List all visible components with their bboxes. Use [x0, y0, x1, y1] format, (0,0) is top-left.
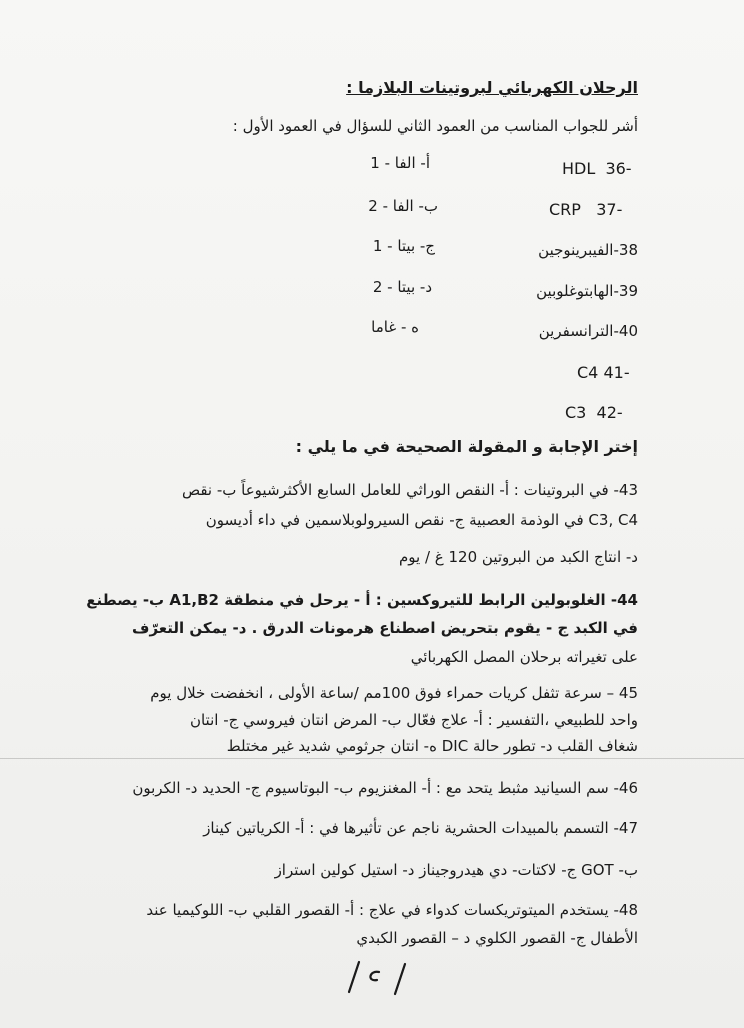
q47-line-2: ب- GOT ج- لاكتات- دي هيدروجيناز د- استيل كولين استراز — [274, 861, 638, 879]
q45-line-1: 45 – سرعة تثفل كريات حمراء فوق 100مم /ساعة الأولى ، انخفضت خلال يوم — [150, 684, 638, 702]
answer-d: د- بيتا - 2 — [372, 278, 432, 296]
question-37: CRP 37- — [549, 200, 623, 219]
q44-line-2: في الكبد ج - يقوم بتحريض اصطناع هرمونات الدرق . د- يمكن التعرّف — [132, 619, 638, 637]
question-38: 38-الفيبرينوجين — [538, 241, 638, 259]
q46-line: 46- سم السيانيد مثبط يتحد مع : أ- المغنزيوم ب- البوتاسيوم ج- الحديد د- الكربون — [132, 779, 638, 797]
q44-line-1: 44- الغلوبولين الرابط للتيروكسين : أ - يرحل في منطقة A1,B2 ب- يصطنع — [86, 591, 638, 609]
q43-line-3: د- انتاج الكبد من البروتين 120 غ / يوم — [398, 548, 638, 566]
q43-line-1: 43- في البروتينات : أ- النقص الوراثي للعامل السابع الأكثرشيوعاً ب- نقص — [181, 481, 638, 499]
q44-line-3: على تغيراته برحلان المصل الكهربائي — [410, 648, 638, 666]
question-41: C4 41- — [577, 363, 630, 382]
q47-line-1: 47- التسمم بالمبيدات الحشرية ناجم عن تأثيرها في : أ- الكرياتين كيناز — [203, 819, 638, 837]
question-40: 40-الترانسفرين — [538, 322, 638, 340]
page-number-handwritten — [345, 958, 415, 998]
matching-instruction: أشر للجواب المناسب من العمود الثاني للسؤال في العمود الأول : — [232, 117, 638, 135]
q48-line-2: الأطفال ج- القصور الكلوي د – القصور الكبدي — [356, 929, 638, 947]
answer-e: ه - غاما — [371, 318, 419, 336]
page-fold-line — [0, 758, 744, 759]
answer-b: ب- الفا - 2 — [368, 197, 438, 215]
q45-line-2: واحد للطبيعي ،التفسير : أ- علاج فعّال ب- المرض انتان فيروسي ج- انتان — [189, 711, 638, 729]
question-39: 39-الهابتوغلوبين — [536, 282, 638, 300]
q43-line-2: C3, C4 في الوذمة العصبية ج- نقص السيرولوبلاسمين في داء أديسون — [205, 511, 638, 529]
q48-line-1: 48- يستخدم الميتوتريكسات كدواء في علاج : أ- القصور القلبي ب- اللوكيميا عند — [146, 901, 638, 919]
answer-a: أ- الفا - 1 — [370, 154, 430, 172]
question-36: HDL 36- — [562, 159, 632, 178]
page-title: الرحلان الكهربائي لبروتينات البلازما : — [346, 78, 638, 97]
answer-c: ج- بيتا - 1 — [372, 237, 435, 255]
section-title: إختر الإجابة و المقولة الصحيحة في ما يلي : — [295, 437, 638, 456]
question-42: C3 42- — [565, 403, 623, 422]
q45-line-3: شغاف القلب د- تطور حالة DIC ه- انتان جرثومي شديد غير مختلط — [226, 737, 638, 755]
